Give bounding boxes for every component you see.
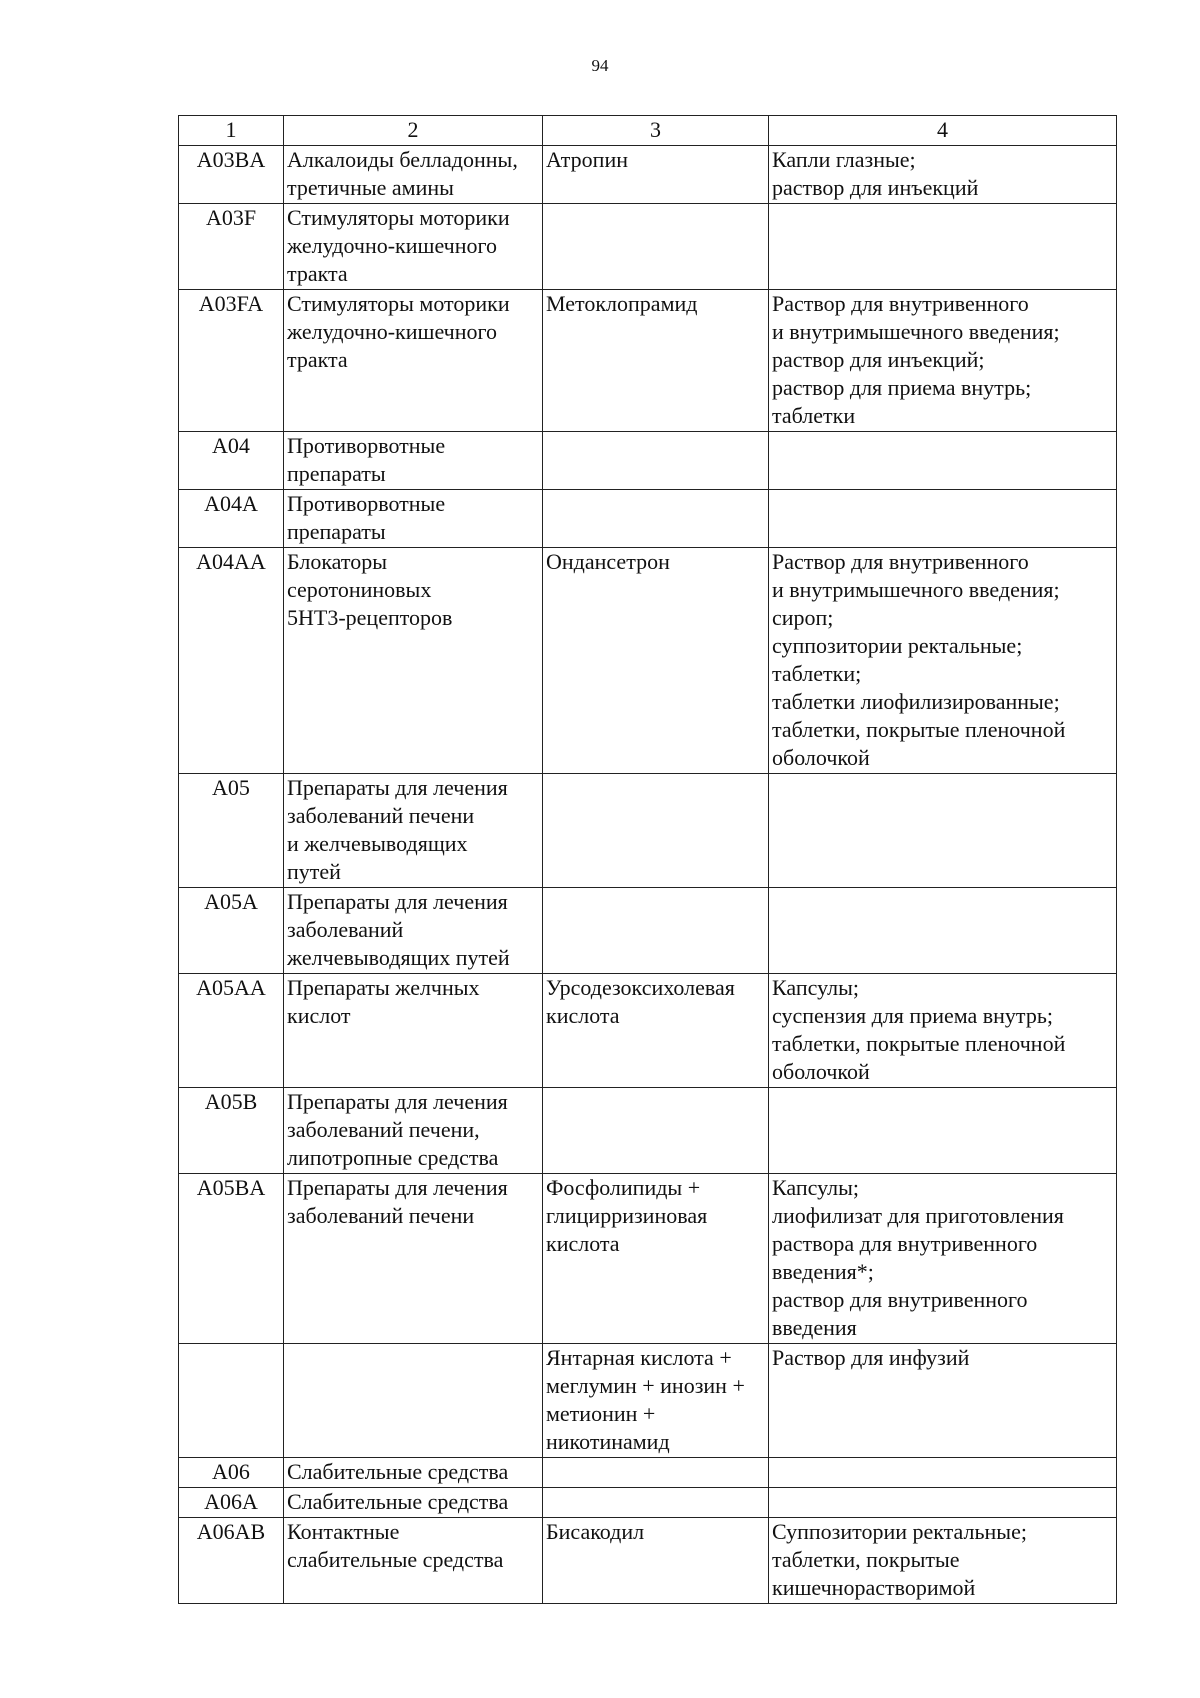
- column-header-2: 2: [284, 116, 543, 146]
- atc-code-cell: A06AB: [179, 1518, 284, 1604]
- group-name-cell: Препараты для лечения заболеваний печени, липотропные средства: [284, 1088, 543, 1174]
- dosage-form-cell: Раствор для внутривенного и внутримышечного введения; сироп; суппозитории ректальные; таблетки; таблетки лиофилизированные; таблетки, покрытые пленочной оболочкой: [769, 548, 1117, 774]
- atc-code-cell: A05AA: [179, 974, 284, 1088]
- group-name-cell: Стимуляторы моторики желудочно-кишечного тракта: [284, 290, 543, 432]
- atc-code-cell: A05BA: [179, 1174, 284, 1344]
- drug-name-cell: [543, 1088, 769, 1174]
- drug-name-cell: [543, 1488, 769, 1518]
- group-name-cell: Алкалоиды белладонны, третичные амины: [284, 146, 543, 204]
- dosage-form-cell: [769, 490, 1117, 548]
- dosage-form-cell: Капсулы; лиофилизат для приготовления раствора для внутривенного введения*; раствор для внутривенного введения: [769, 1174, 1117, 1344]
- atc-code-cell: A04A: [179, 490, 284, 548]
- dosage-form-cell: Капли глазные; раствор для инъекций: [769, 146, 1117, 204]
- dosage-form-cell: [769, 1088, 1117, 1174]
- table-row: [179, 290, 1117, 432]
- dosage-form-cell: [769, 1488, 1117, 1518]
- medication-table: [178, 115, 1117, 1604]
- atc-code-cell: A05B: [179, 1088, 284, 1174]
- atc-code-cell: A03BA: [179, 146, 284, 204]
- group-name-cell: Контактные слабительные средства: [284, 1518, 543, 1604]
- dosage-form-cell: Раствор для внутривенного и внутримышечного введения; раствор для инъекций; раствор для приема внутрь; таблетки: [769, 290, 1117, 432]
- dosage-form-cell: [769, 1458, 1117, 1488]
- dosage-form-cell: Раствор для инфузий: [769, 1344, 1117, 1458]
- table-row: [179, 1088, 1117, 1174]
- dosage-form-cell: [769, 432, 1117, 490]
- group-name-cell: Препараты для лечения заболеваний печени: [284, 1174, 543, 1344]
- table-row: [179, 1488, 1117, 1518]
- atc-code-cell: A03F: [179, 204, 284, 290]
- drug-name-cell: [543, 432, 769, 490]
- drug-name-cell: [543, 204, 769, 290]
- dosage-form-cell: [769, 204, 1117, 290]
- drug-name-cell: Метоклопрамид: [543, 290, 769, 432]
- dosage-form-cell: Капсулы; суспензия для приема внутрь; таблетки, покрытые пленочной оболочкой: [769, 974, 1117, 1088]
- table-row: [179, 1174, 1117, 1344]
- group-name-cell: Слабительные средства: [284, 1458, 543, 1488]
- group-name-cell: [284, 1344, 543, 1458]
- atc-code-cell: A06: [179, 1458, 284, 1488]
- drug-name-cell: Фосфолипиды + глицирризиновая кислота: [543, 1174, 769, 1344]
- dosage-form-cell: [769, 774, 1117, 888]
- group-name-cell: Препараты для лечения заболеваний печени и желчевыводящих путей: [284, 774, 543, 888]
- drug-name-cell: [543, 490, 769, 548]
- group-name-cell: Препараты для лечения заболеваний желчевыводящих путей: [284, 888, 543, 974]
- table-row: [179, 974, 1117, 1088]
- group-name-cell: Противорвотные препараты: [284, 432, 543, 490]
- table-row: [179, 888, 1117, 974]
- drug-name-cell: Урсодезоксихолевая кислота: [543, 974, 769, 1088]
- atc-code-cell: A04: [179, 432, 284, 490]
- table-row: [179, 774, 1117, 888]
- dosage-form-cell: [769, 888, 1117, 974]
- drug-name-cell: [543, 774, 769, 888]
- table-row: [179, 204, 1117, 290]
- drug-name-cell: Янтарная кислота + меглумин + инозин + метионин + никотинамид: [543, 1344, 769, 1458]
- atc-code-cell: A04AA: [179, 548, 284, 774]
- table-row: [179, 548, 1117, 774]
- atc-code-cell: A03FA: [179, 290, 284, 432]
- group-name-cell: Противорвотные препараты: [284, 490, 543, 548]
- atc-code-cell: A05A: [179, 888, 284, 974]
- drug-name-cell: Атропин: [543, 146, 769, 204]
- page-number: 94: [591, 56, 609, 75]
- table-row: [179, 1518, 1117, 1604]
- group-name-cell: Блокаторы серотониновых 5HT3-рецепторов: [284, 548, 543, 774]
- table-row: [179, 1344, 1117, 1458]
- column-header-3: 3: [543, 116, 769, 146]
- table-row: [179, 1458, 1117, 1488]
- table-row: [179, 146, 1117, 204]
- drug-name-cell: [543, 888, 769, 974]
- group-name-cell: Стимуляторы моторики желудочно-кишечного тракта: [284, 204, 543, 290]
- atc-code-cell: A06A: [179, 1488, 284, 1518]
- table-body: [179, 146, 1117, 1604]
- table-row: [179, 432, 1117, 490]
- drug-name-cell: Бисакодил: [543, 1518, 769, 1604]
- group-name-cell: Препараты желчных кислот: [284, 974, 543, 1088]
- drug-name-cell: [543, 1458, 769, 1488]
- dosage-form-cell: Суппозитории ректальные; таблетки, покрытые кишечнорастворимой: [769, 1518, 1117, 1604]
- atc-code-cell: [179, 1344, 284, 1458]
- column-header-4: 4: [769, 116, 1117, 146]
- atc-code-cell: A05: [179, 774, 284, 888]
- group-name-cell: Слабительные средства: [284, 1488, 543, 1518]
- table-row: [179, 490, 1117, 548]
- column-header-1: 1: [179, 116, 284, 146]
- drug-name-cell: Ондансетрон: [543, 548, 769, 774]
- header-row: [179, 116, 1117, 146]
